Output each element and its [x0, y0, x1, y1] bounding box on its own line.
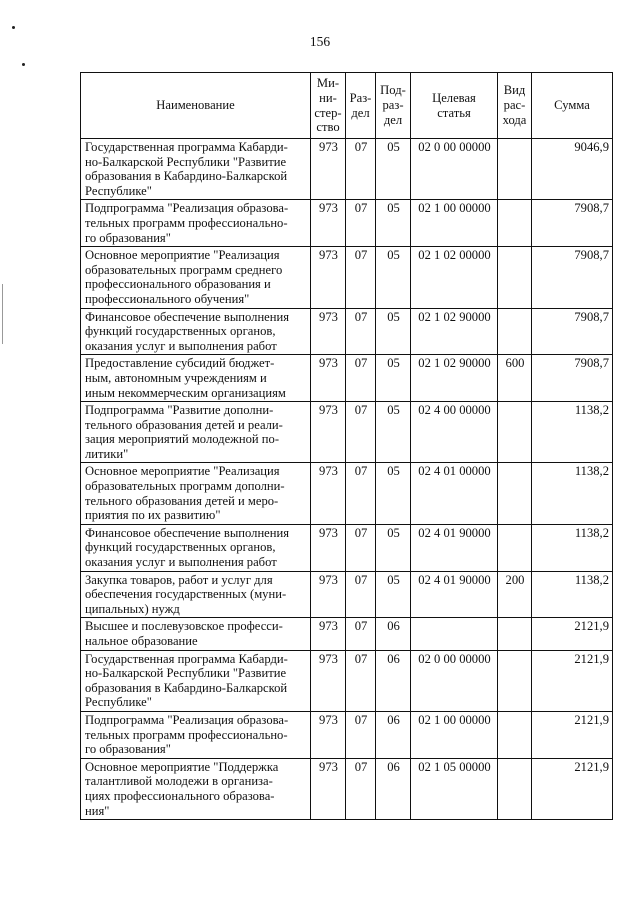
- cell-name: Высшее и послевузовское професси- нальное образование: [81, 618, 311, 650]
- cell-amount: 2121,9: [532, 711, 613, 758]
- cell-subsection: 05: [376, 524, 411, 571]
- cell-name: Государственная программа Кабарди- но-Балкарской Республики "Развитие образования в Кабардино-Балкарской Республике": [81, 139, 311, 200]
- cell-subsection: 05: [376, 247, 411, 308]
- cell-expense-type: [498, 463, 532, 524]
- cell-name: Подпрограмма "Реализация образова- тельных программ профессионально- го образования": [81, 711, 311, 758]
- cell-section: 07: [346, 524, 376, 571]
- cell-subsection: 05: [376, 139, 411, 200]
- cell-ministry: 973: [311, 355, 346, 402]
- cell-target: 02 0 00 00000: [411, 139, 498, 200]
- table-row: [81, 308, 613, 355]
- header-section: Раз- дел: [346, 73, 376, 139]
- cell-ministry: 973: [311, 402, 346, 463]
- cell-subsection: 05: [376, 463, 411, 524]
- table-row: [81, 618, 613, 650]
- cell-amount: 9046,9: [532, 139, 613, 200]
- table-row: [81, 571, 613, 618]
- cell-name: Финансовое обеспечение выполнения функций государственных органов, оказания услуг и выполнения работ: [81, 524, 311, 571]
- cell-subsection: 05: [376, 355, 411, 402]
- cell-section: 07: [346, 711, 376, 758]
- cell-subsection: 05: [376, 402, 411, 463]
- cell-ministry: 973: [311, 524, 346, 571]
- cell-subsection: 06: [376, 758, 411, 819]
- cell-amount: 7908,7: [532, 308, 613, 355]
- cell-ministry: 973: [311, 618, 346, 650]
- cell-expense-type: [498, 650, 532, 711]
- cell-section: 07: [346, 355, 376, 402]
- cell-expense-type: [498, 139, 532, 200]
- table-row: [81, 463, 613, 524]
- cell-target: 02 1 05 00000: [411, 758, 498, 819]
- cell-section: 07: [346, 308, 376, 355]
- table-row: [81, 402, 613, 463]
- cell-name: Закупка товаров, работ и услуг для обеспечения государственных (муни- ципальных) нужд: [81, 571, 311, 618]
- table-header-row: [81, 73, 613, 139]
- cell-section: 07: [346, 758, 376, 819]
- header-name: Наименование: [81, 73, 311, 139]
- cell-expense-type: [498, 758, 532, 819]
- cell-name: Государственная программа Кабарди- но-Балкарской Республики "Развитие образования в Кабардино-Балкарской Республике": [81, 650, 311, 711]
- cell-target: 02 1 02 90000: [411, 308, 498, 355]
- budget-table: [80, 72, 613, 820]
- cell-section: 07: [346, 571, 376, 618]
- cell-expense-type: [498, 711, 532, 758]
- cell-subsection: 05: [376, 308, 411, 355]
- cell-ministry: 973: [311, 758, 346, 819]
- cell-target: 02 4 01 00000: [411, 463, 498, 524]
- header-ministry: Ми- ни- стер- ство: [311, 73, 346, 139]
- cell-section: 07: [346, 650, 376, 711]
- header-target: Целевая статья: [411, 73, 498, 139]
- cell-ministry: 973: [311, 139, 346, 200]
- cell-ministry: 973: [311, 711, 346, 758]
- cell-target: 02 4 00 00000: [411, 402, 498, 463]
- cell-name: Основное мероприятие "Поддержка талантливой молодежи в организа- циях профессионального образова- ния": [81, 758, 311, 819]
- table-row: [81, 711, 613, 758]
- cell-name: Подпрограмма "Развитие дополни- тельного образования детей и реали- зация мероприятий молодежной по- литики": [81, 402, 311, 463]
- cell-name: Финансовое обеспечение выполнения функций государственных органов, оказания услуг и выполнения работ: [81, 308, 311, 355]
- table-row: [81, 524, 613, 571]
- cell-section: 07: [346, 139, 376, 200]
- cell-target: 02 0 00 00000: [411, 650, 498, 711]
- scan-dot-top: [12, 26, 15, 29]
- cell-ministry: 973: [311, 650, 346, 711]
- cell-amount: 7908,7: [532, 200, 613, 247]
- cell-target: [411, 618, 498, 650]
- table-row: [81, 247, 613, 308]
- cell-section: 07: [346, 200, 376, 247]
- cell-amount: 1138,2: [532, 571, 613, 618]
- cell-amount: 2121,9: [532, 650, 613, 711]
- cell-subsection: 06: [376, 650, 411, 711]
- cell-ministry: 973: [311, 571, 346, 618]
- cell-expense-type: [498, 524, 532, 571]
- table-body: [81, 139, 613, 820]
- cell-ministry: 973: [311, 200, 346, 247]
- table-row: [81, 650, 613, 711]
- cell-amount: 1138,2: [532, 463, 613, 524]
- page-number: 156: [309, 34, 331, 49]
- header-amount: Сумма: [532, 73, 613, 139]
- scan-edge-mark: [2, 284, 3, 344]
- cell-amount: 7908,7: [532, 247, 613, 308]
- cell-target: 02 1 02 90000: [411, 355, 498, 402]
- cell-expense-type: 200: [498, 571, 532, 618]
- table-row: [81, 355, 613, 402]
- cell-amount: 1138,2: [532, 524, 613, 571]
- cell-target: 02 1 00 00000: [411, 711, 498, 758]
- cell-section: 07: [346, 247, 376, 308]
- header-expense-type: Вид рас- хода: [498, 73, 532, 139]
- cell-subsection: 06: [376, 711, 411, 758]
- cell-ministry: 973: [311, 463, 346, 524]
- cell-expense-type: [498, 247, 532, 308]
- scan-dot-bottom: [22, 63, 25, 66]
- cell-target: 02 1 02 00000: [411, 247, 498, 308]
- cell-amount: 2121,9: [532, 618, 613, 650]
- cell-expense-type: 600: [498, 355, 532, 402]
- header-subsection: Под- раз- дел: [376, 73, 411, 139]
- cell-subsection: 06: [376, 618, 411, 650]
- cell-target: 02 1 00 00000: [411, 200, 498, 247]
- cell-target: 02 4 01 90000: [411, 524, 498, 571]
- cell-ministry: 973: [311, 247, 346, 308]
- cell-expense-type: [498, 308, 532, 355]
- cell-expense-type: [498, 200, 532, 247]
- cell-name: Подпрограмма "Реализация образова- тельных программ профессионально- го образования": [81, 200, 311, 247]
- table-row: [81, 139, 613, 200]
- cell-target: 02 4 01 90000: [411, 571, 498, 618]
- cell-subsection: 05: [376, 571, 411, 618]
- cell-amount: 2121,9: [532, 758, 613, 819]
- cell-amount: 1138,2: [532, 402, 613, 463]
- cell-subsection: 05: [376, 200, 411, 247]
- cell-expense-type: [498, 402, 532, 463]
- cell-expense-type: [498, 618, 532, 650]
- cell-ministry: 973: [311, 308, 346, 355]
- table-row: [81, 200, 613, 247]
- table-row: [81, 758, 613, 819]
- cell-section: 07: [346, 618, 376, 650]
- cell-amount: 7908,7: [532, 355, 613, 402]
- cell-name: Основное мероприятие "Реализация образовательных программ среднего профессионального образования и профессионального обучения": [81, 247, 311, 308]
- cell-section: 07: [346, 402, 376, 463]
- cell-name: Предоставление субсидий бюджет- ным, автономным учреждениям и иным некоммерческим организациям: [81, 355, 311, 402]
- cell-section: 07: [346, 463, 376, 524]
- cell-name: Основное мероприятие "Реализация образовательных программ дополни- тельного образования детей и меро- приятия по их развитию": [81, 463, 311, 524]
